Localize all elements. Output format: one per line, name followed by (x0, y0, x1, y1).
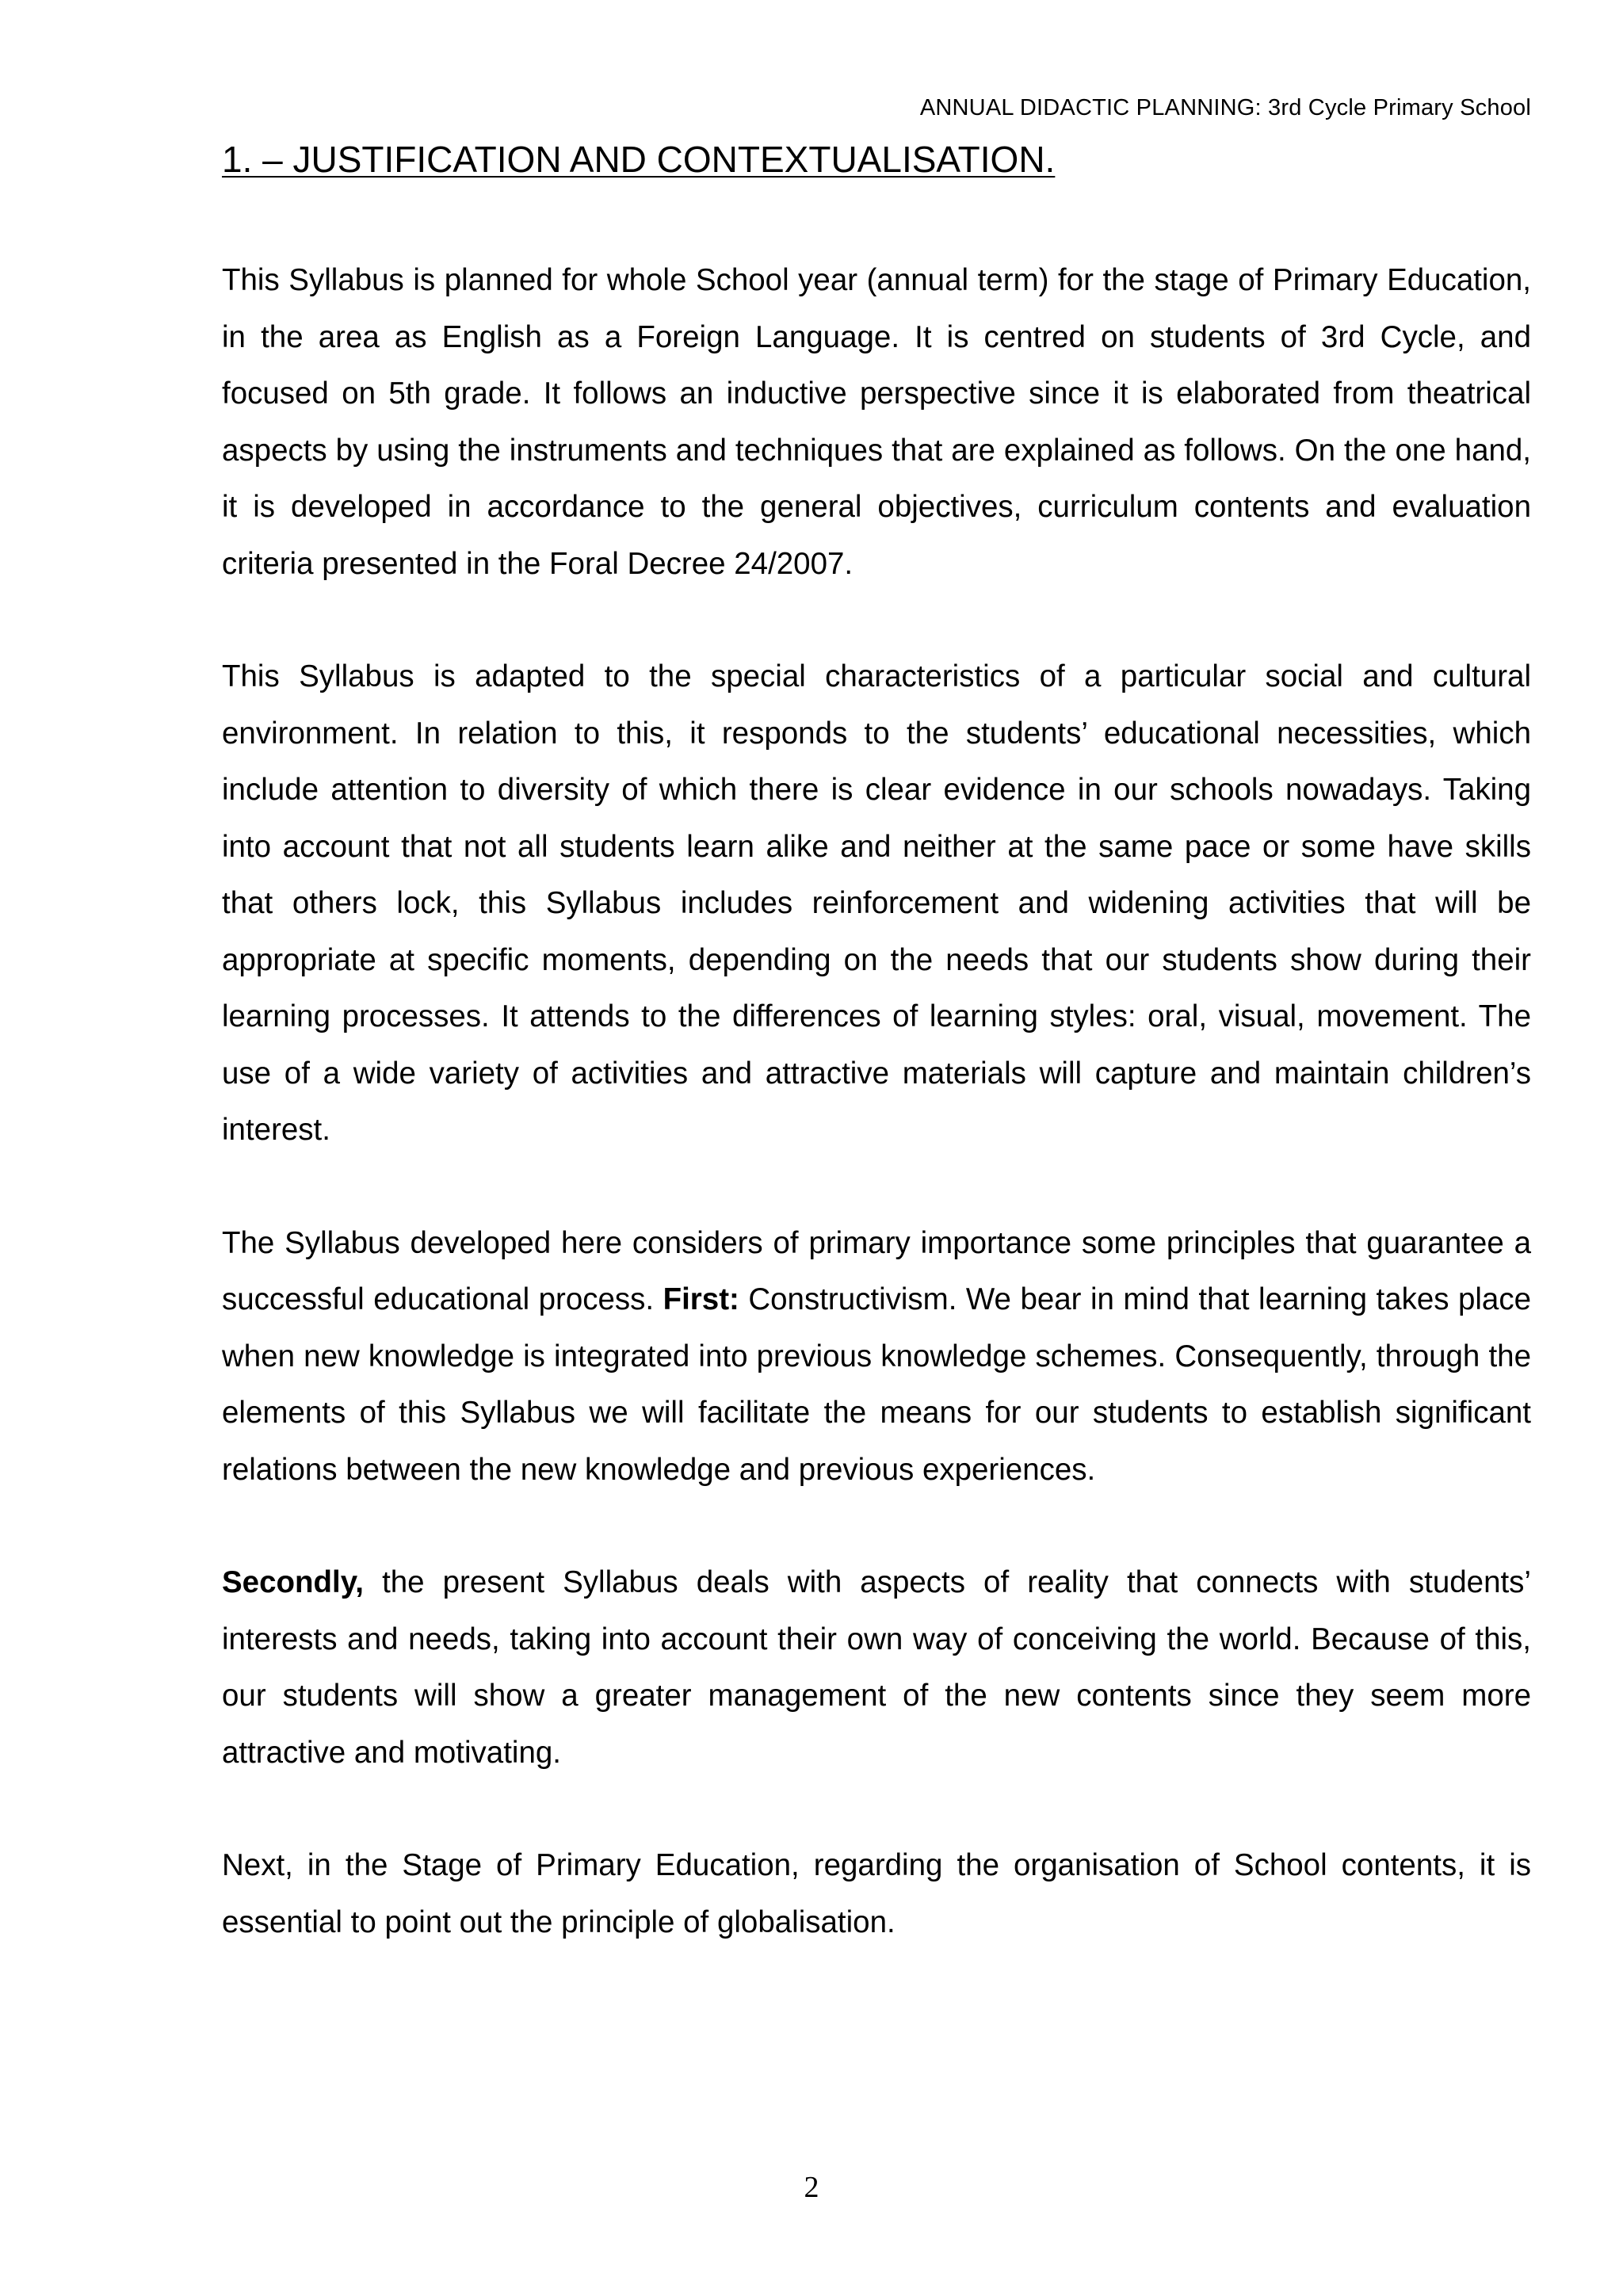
paragraph-secondly-bold-label: Secondly, (222, 1565, 365, 1599)
paragraph-globalisation: Next, in the Stage of Primary Education, regarding the organisation of School contents, it is essential to point out the principle of globalisation. (222, 1848, 1531, 1939)
paragraph-intro: This Syllabus is planned for whole School year (annual term) for the stage of Primary Education, in the area as English as a Foreign Language. It is centred on students of 3rd Cycle, and focused on 5th grade. It follows an inductive perspective since it is elaborated from theatrical aspects by using the instruments and techniques that are explained as follows. On the one hand, it is developed in accordance to the general objectives, curriculum contents and evaluation criteria presented in the Foral Decree 24/2007. (222, 263, 1531, 581)
section-title: 1. – JUSTIFICATION AND CONTEXTUALISATION. (222, 139, 1056, 180)
paragraph-secondly-text: the present Syllabus deals with aspects of reality that connects with students’ interests and needs, taking into account their own way of conceiving the world. Because of this, our students will show a greater management of the new contents since they seem more attractive and motivating. (222, 1565, 1531, 1770)
paragraph-principles-text-end: Constructivism. We bear in mind that learning takes place when new knowledge is integrated into previous knowledge schemes. Consequently, through the elements of this Syllabus we will facilitate the means for our students to establish significant relations between the new knowledge and previous experiences. (222, 1282, 1531, 1487)
paragraph-principles (222, 1215, 1531, 1499)
paragraph-principles-text-start: The Syllabus developed here considers of primary importance some principles that guarantee a successful educational process. (222, 1225, 1531, 1316)
paragraph-secondly (222, 1554, 1531, 1781)
paragraph-principles-bold-label: First: (663, 1282, 739, 1316)
body-text (222, 252, 1531, 2007)
page-number: 2 (804, 2171, 819, 2204)
running-header: ANNUAL DIDACTIC PLANNING: 3rd Cycle Primary School (919, 95, 1531, 120)
paragraph-diversity: This Syllabus is adapted to the special characteristics of a particular social and cultural environment. In relation to this, it responds to the students’ educational necessities, which include attention to diversity of which there is clear evidence in our schools nowadays. Taking into account that not all students learn alike and neither at the same pace or some have skills that others lock, this Syllabus includes reinforcement and widening activities that will be appropriate at specific moments, depending on the needs that our students show during their learning processes. It attends to the differences of learning styles: oral, visual, movement. The use of a wide variety of activities and attractive materials will capture and maintain children’s interest. (222, 659, 1531, 1147)
